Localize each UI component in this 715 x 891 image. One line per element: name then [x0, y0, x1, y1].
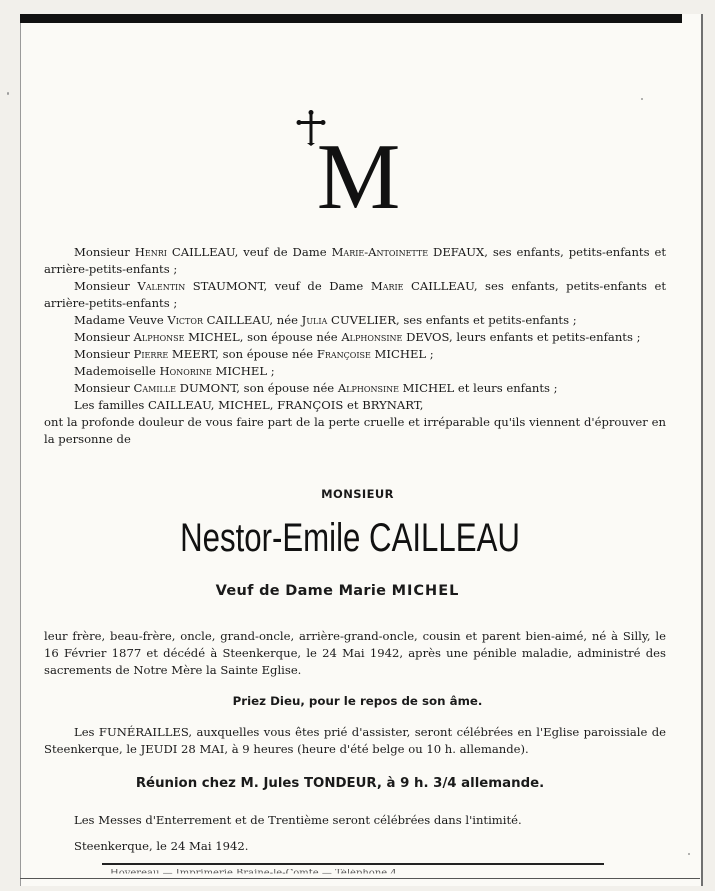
widower-line: Veuf de Dame Marie MICHEL — [215, 583, 460, 599]
scan-speck — [688, 853, 690, 855]
prayer-line: Priez Dieu, pour le repos de son âme. — [232, 694, 483, 708]
funeral-text: Les FUNÉRAILLES, auxquelles vous êtes prié d'assister, seront célébrées en l'Eglise paroissiale de Steenkerque, le JEUDI 28 MAI, à 9 heures (heure d'été belge ou 10 h. allemande). — [44, 725, 666, 756]
scan-speck — [641, 98, 643, 100]
family-line-1: Monsieur Henri CAILLEAU, veuf de Dame Marie-Antoinette DEFAUX, ses enfants, petits-enfants et arrière-petits-enfants ; — [44, 245, 666, 276]
deceased-name: Nestor-Emile CAILLEAU — [180, 516, 520, 560]
family-line-5: Monsieur Pierre MEERT, son épouse née Françoise MICHEL ; — [74, 347, 434, 361]
family-line-3: Madame Veuve Victor CAILLEAU, née Julia CUVELIER, ses enfants et petits-enfants ; — [74, 313, 577, 327]
funeral-details — [44, 724, 666, 758]
family-list — [44, 244, 666, 448]
announcement-text: ont la profonde douleur de vous faire part de la perte cruelle et irréparable qu'ils viennent d'éprouver en la personne de — [44, 415, 666, 446]
decorative-initial: M — [316, 125, 399, 229]
family-line-4: Monsieur Alphonse MICHEL, son épouse née Alphonsine DEVOS, leurs enfants et petits-enfants ; — [74, 330, 641, 344]
family-line-7: Monsieur Camille DUMONT, son épouse née Alphonsine MICHEL et leurs enfants ; — [74, 381, 558, 395]
bottom-rule — [102, 863, 604, 865]
biography — [44, 628, 666, 679]
family-line-8: Les familles CAILLEAU, MICHEL, FRANÇOIS et BRYNART, — [74, 398, 424, 412]
family-line-6: Mademoiselle Honorine MICHEL ; — [74, 364, 275, 378]
top-border-rule — [20, 14, 682, 23]
family-line-2: Monsieur Valentin STAUMONT, veuf de Dame Marie CAILLEAU, ses enfants, petits-enfants et arrière-petits-enfants ; — [44, 279, 667, 310]
messes-line: Les Messes d'Enterrement et de Trentième seront célébrées dans l'intimité. — [74, 813, 522, 827]
honorific: MONSIEUR — [321, 487, 394, 501]
reunion-line: Réunion chez M. Jules TONDEUR, à 9 h. 3/4 allemande. — [135, 776, 545, 791]
scan-speck — [7, 92, 9, 95]
biography-text: leur frère, beau-frère, oncle, grand-oncle, arrière-grand-oncle, cousin et parent bien-aimé, né à Silly, le 16 Février 1877 et décédé à Steenkerque, le 24 Mai 1942, après une pénible maladie, administré des sacrements de Notre Mère la Sainte Eglise. — [44, 629, 666, 677]
place-date: Steenkerque, le 24 Mai 1942. — [74, 839, 249, 853]
page-edge-rule — [20, 878, 700, 879]
